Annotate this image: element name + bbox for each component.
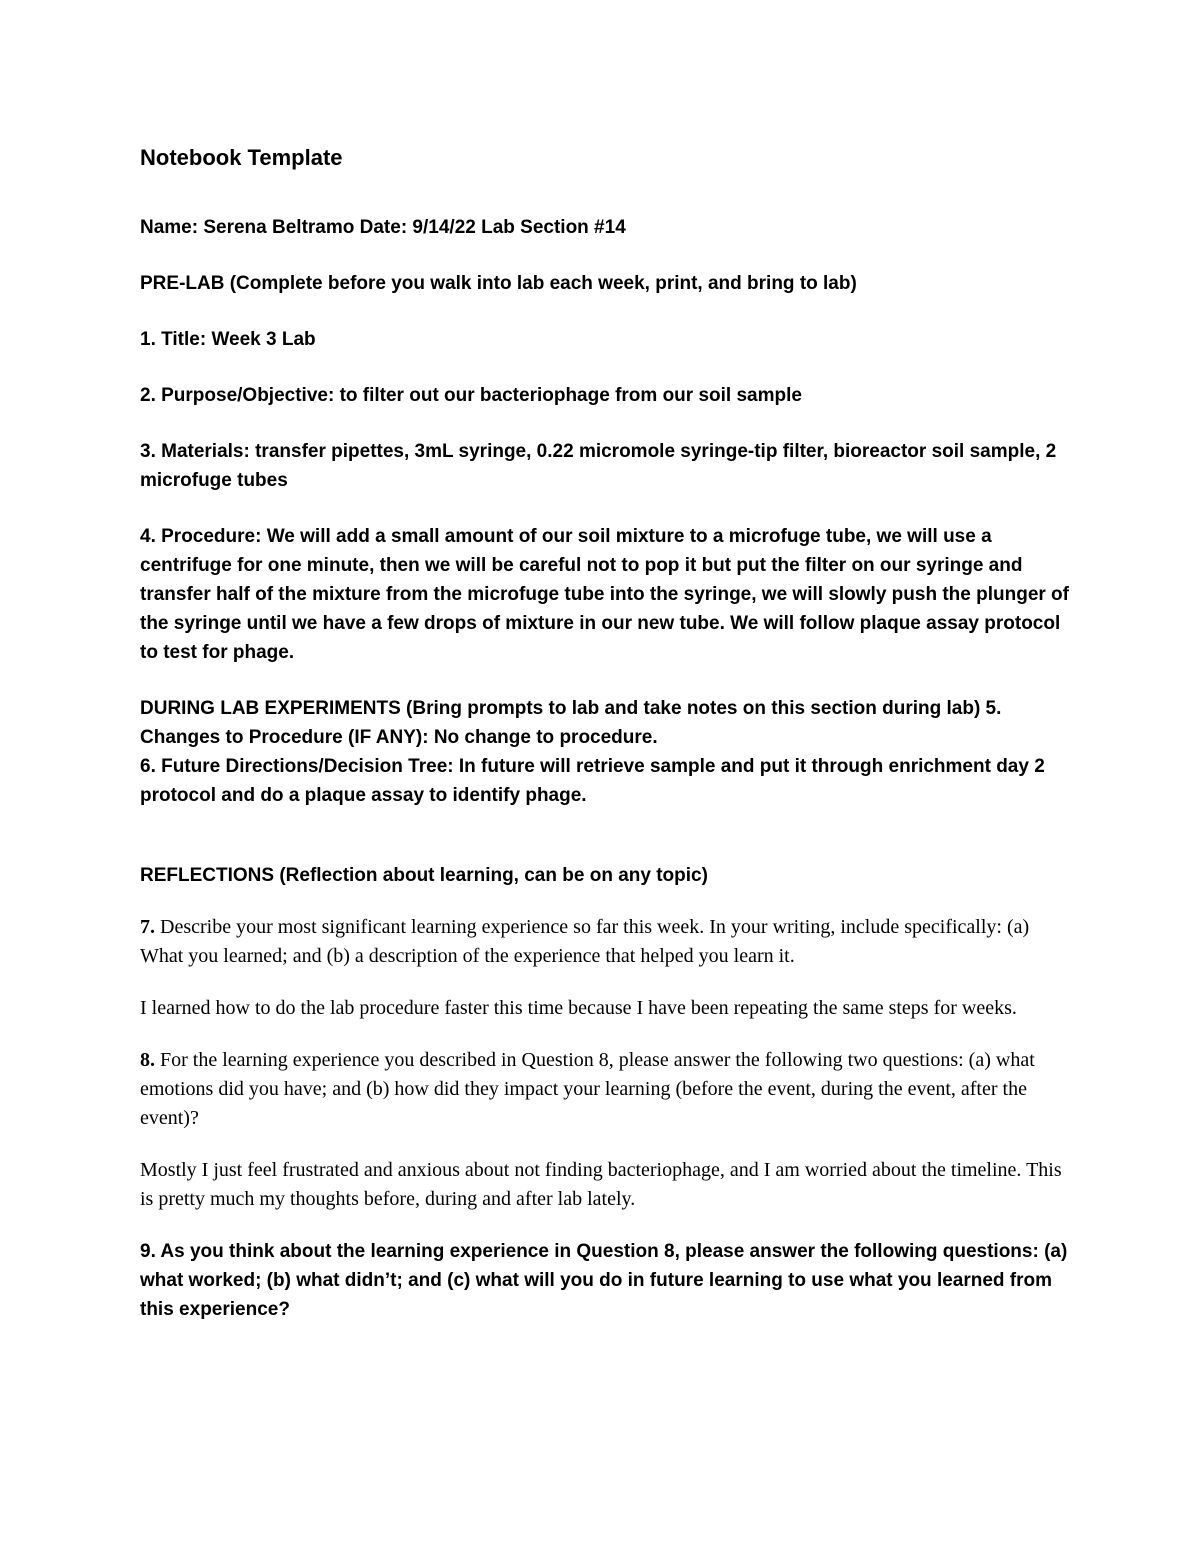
item-future-directions: 6. Future Directions/Decision Tree: In future will retrieve sample and put it through enrichment day 2 protocol and do a plaque assay to identify phage. (140, 756, 1045, 806)
question-7 (140, 913, 1070, 971)
prelab-header: PRE-LAB (Complete before you walk into lab each week, print, and bring to lab) (140, 273, 857, 294)
name-date-line: Name: Serena Beltramo Date: 9/14/22 Lab Section #14 (140, 217, 626, 238)
during-lab-section: DURING LAB EXPERIMENTS (Bring prompts to lab and take notes on this section during lab) 5. Changes to Procedure (IF ANY): No change to procedure. (140, 698, 1002, 748)
question-7-number: 7. (140, 916, 155, 938)
question-7-text: Describe your most significant learning experience so far this week. In your writing, include specifically: (a) What you learned; and (b) a description of the experience that helped you learn it. (140, 916, 1030, 967)
answer-7: I learned how to do the lab procedure faster this time because I have been repeating the same steps for weeks. (140, 997, 1017, 1019)
reflections-header: REFLECTIONS (Reflection about learning, can be on any topic) (140, 865, 708, 886)
item-materials: 3. Materials: transfer pipettes, 3mL syringe, 0.22 micromole syringe-tip filter, bioreactor soil sample, 2 microfuge tubes (140, 441, 1057, 491)
question-8 (140, 1046, 1070, 1133)
item-title: 1. Title: Week 3 Lab (140, 329, 316, 350)
item-purpose: 2. Purpose/Objective: to filter out our bacteriophage from our soil sample (140, 385, 802, 406)
document-page (140, 140, 1070, 1324)
question-9: 9. As you think about the learning experience in Question 8, please answer the following questions: (a) what worked; (b) what didn’t; and (c) what will you do in future learning to use what you learned from this experience? (140, 1241, 1068, 1320)
question-8-text: For the learning experience you described in Question 8, please answer the following two questions: (a) what emotions did you have; and (b) how did they impact your learning (before the event, during the event, after the event)? (140, 1049, 1035, 1129)
document-title: Notebook Template (140, 145, 343, 170)
item-procedure: 4. Procedure: We will add a small amount of our soil mixture to a microfuge tube, we will use a centrifuge for one minute, then we will be careful not to pop it but put the filter on our syringe and transfer half of the mixture from the microfuge tube into the syringe, we will slowly push the plunger of the syringe until we have a few drops of mixture in our new tube. We will follow plaque assay protocol to test for phage. (140, 526, 1069, 663)
question-8-number: 8. (140, 1049, 155, 1071)
answer-8: Mostly I just feel frustrated and anxious about not finding bacteriophage, and I am worried about the timeline. This is pretty much my thoughts before, during and after lab lately. (140, 1159, 1062, 1210)
